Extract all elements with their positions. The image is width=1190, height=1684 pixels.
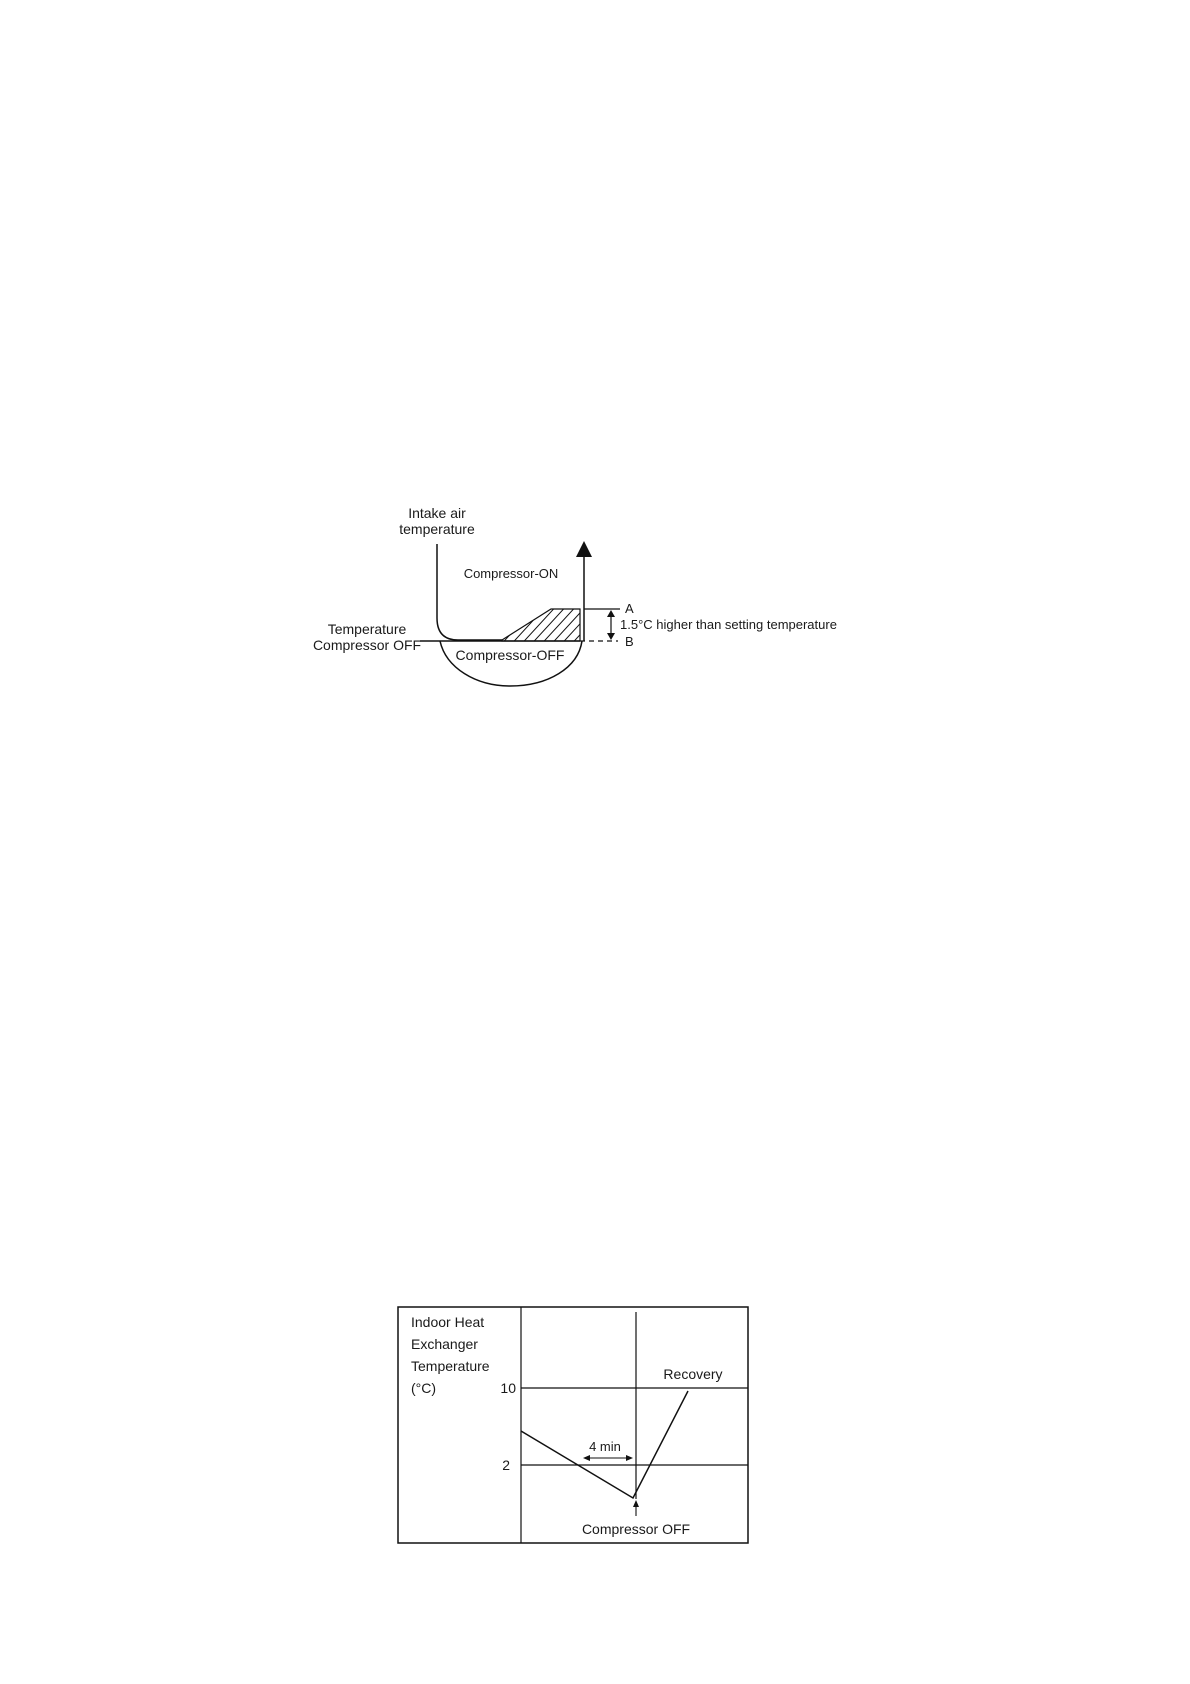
interval-arrow (583, 1455, 633, 1461)
heat-exchanger-chart (398, 1307, 748, 1543)
marker-b-label: B (625, 634, 634, 649)
compressor-off-temperature-label: Compressor OFF (312, 637, 422, 653)
chart-ylabel-line4: (°C) (411, 1380, 437, 1396)
hysteresis-note: 1.5°C higher than setting temperature (620, 617, 837, 632)
intake-temperature-curve (437, 544, 502, 640)
compressor-on-label: Compressor-ON (463, 566, 559, 581)
chart-ylabel-line3: Temperature (411, 1358, 490, 1374)
compressor-on-arrow-head (576, 541, 592, 557)
compressor-off-pointer-head (633, 1500, 639, 1507)
interval-label: 4 min (589, 1439, 621, 1454)
diagram1-axis-label-line1: Intake air (408, 505, 466, 521)
y-tick-label-2: 2 (502, 1457, 510, 1473)
compressor-off-label: Compressor-OFF (455, 647, 565, 663)
compressor-off-annotation: Compressor OFF (581, 1521, 691, 1537)
chart-ylabel-line1: Indoor Heat (411, 1314, 485, 1330)
temperature-label: Temperature (327, 621, 407, 637)
diagram1-axis-label-line2: temperature (399, 521, 475, 537)
compressor-control-diagram (313, 505, 837, 686)
hysteresis-double-arrow (607, 610, 615, 640)
marker-a-label: A (625, 601, 634, 616)
chart-ylabel-line2: Exchanger (411, 1336, 478, 1352)
recovery-annotation: Recovery (663, 1366, 723, 1382)
y-tick-label-10: 10 (500, 1380, 516, 1396)
